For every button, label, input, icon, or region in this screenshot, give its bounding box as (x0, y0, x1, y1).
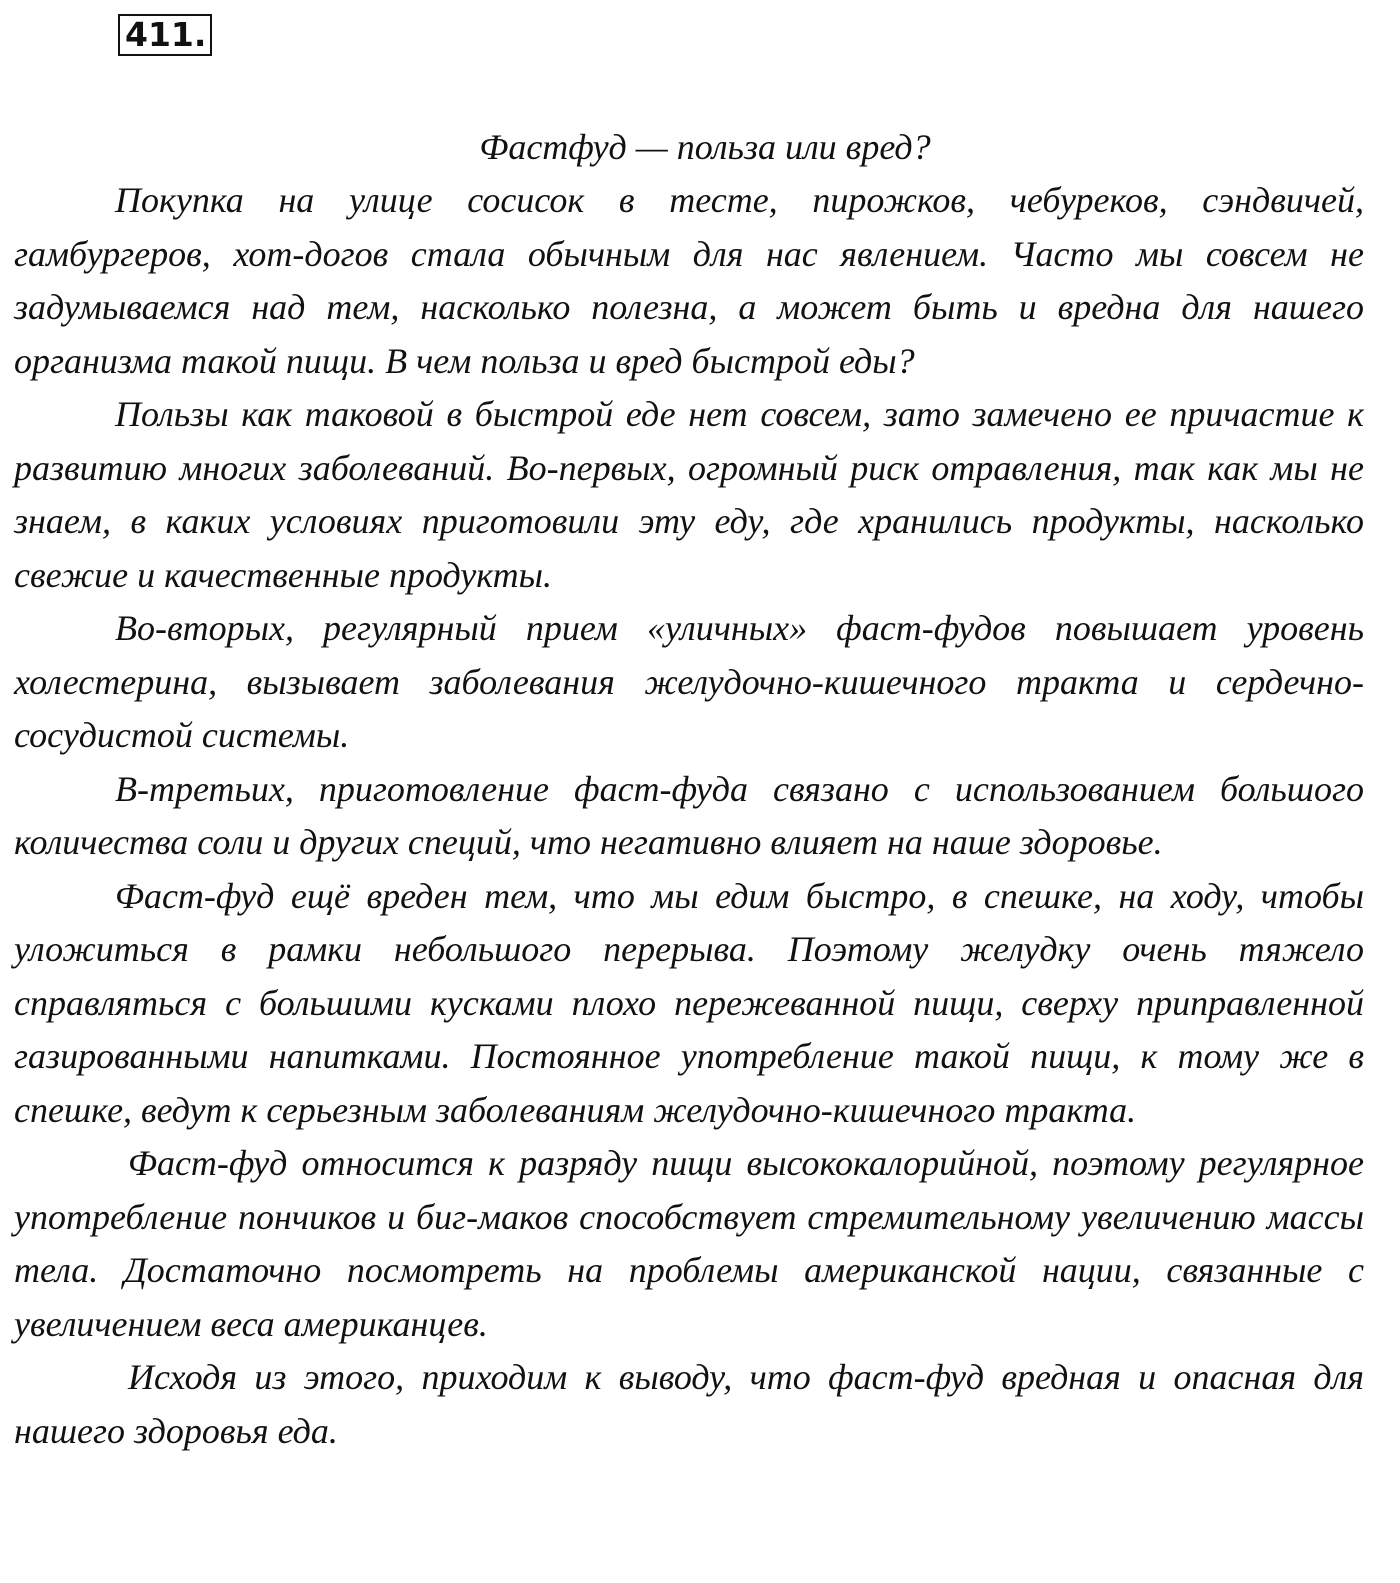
paragraph-1: Покупка на улице сосисок в тесте, пирожков, чебуреков, сэндвичей, гамбургеров, хот-догов стала обычным для нас явлением. Часто мы совсем не задумываемся над тем, насколько полезна, а может быть и вредна для нашего организма такой пищи. В чем польза и вред быстрой еды? (14, 180, 1364, 381)
essay-title: Фастфуд — польза или вред? (479, 127, 931, 167)
paragraph-3: Во-вторых, регулярный прием «уличных» фаст-фудов повышает уровень холестерина, вызывает заболевания желудочно-кишечного тракта и сердечно-сосудистой системы. (14, 608, 1364, 755)
exercise-number-value: 411 (125, 15, 194, 54)
paragraph-6: Фаст-фуд относится к разряду пищи высококалорийной, поэтому регулярное употребление пончиков и биг-маков способствует стремительному увеличению массы тела. Достаточно посмотреть на проблемы американской нации, связанные с увеличением веса американцев. (14, 1143, 1364, 1344)
paragraph-2: Пользы как таковой в быстрой еде нет совсем, зато замечено ее причастие к развитию многих заболеваний. Во-первых, огромный риск отравления, так как мы не знаем, в каких условиях приготовили эту еду, где хранились продукты, насколько свежие и качественные продукты. (14, 394, 1364, 595)
paragraph-4: В-третьих, приготовление фаст-фуда связано с использованием большого количества соли и других специй, что негативно влияет на наше здоровье. (14, 768, 1364, 862)
exercise-number-box (118, 14, 212, 56)
exercise-number (118, 14, 212, 56)
paragraph-5: Фаст-фуд ещё вреден тем, что мы едим быстро, в спешке, на ходу, чтобы уложиться в рамки небольшого перерыва. Поэтому желудку очень тяжело справляться с большими кусками плохо пережеванной пищи, сверху приправленной газированными напитками. Постоянное употребление такой пищи, к тому же в спешке, ведут к серьезным заболеваниям желудочно-кишечного тракта. (14, 875, 1364, 1130)
essay-body (14, 174, 1364, 1458)
exercise-number-suffix: . (193, 15, 207, 54)
paragraph-7: Исходя из этого, приходим к выводу, что фаст-фуд вредная и опасная для нашего здоровья еда. (14, 1357, 1364, 1451)
